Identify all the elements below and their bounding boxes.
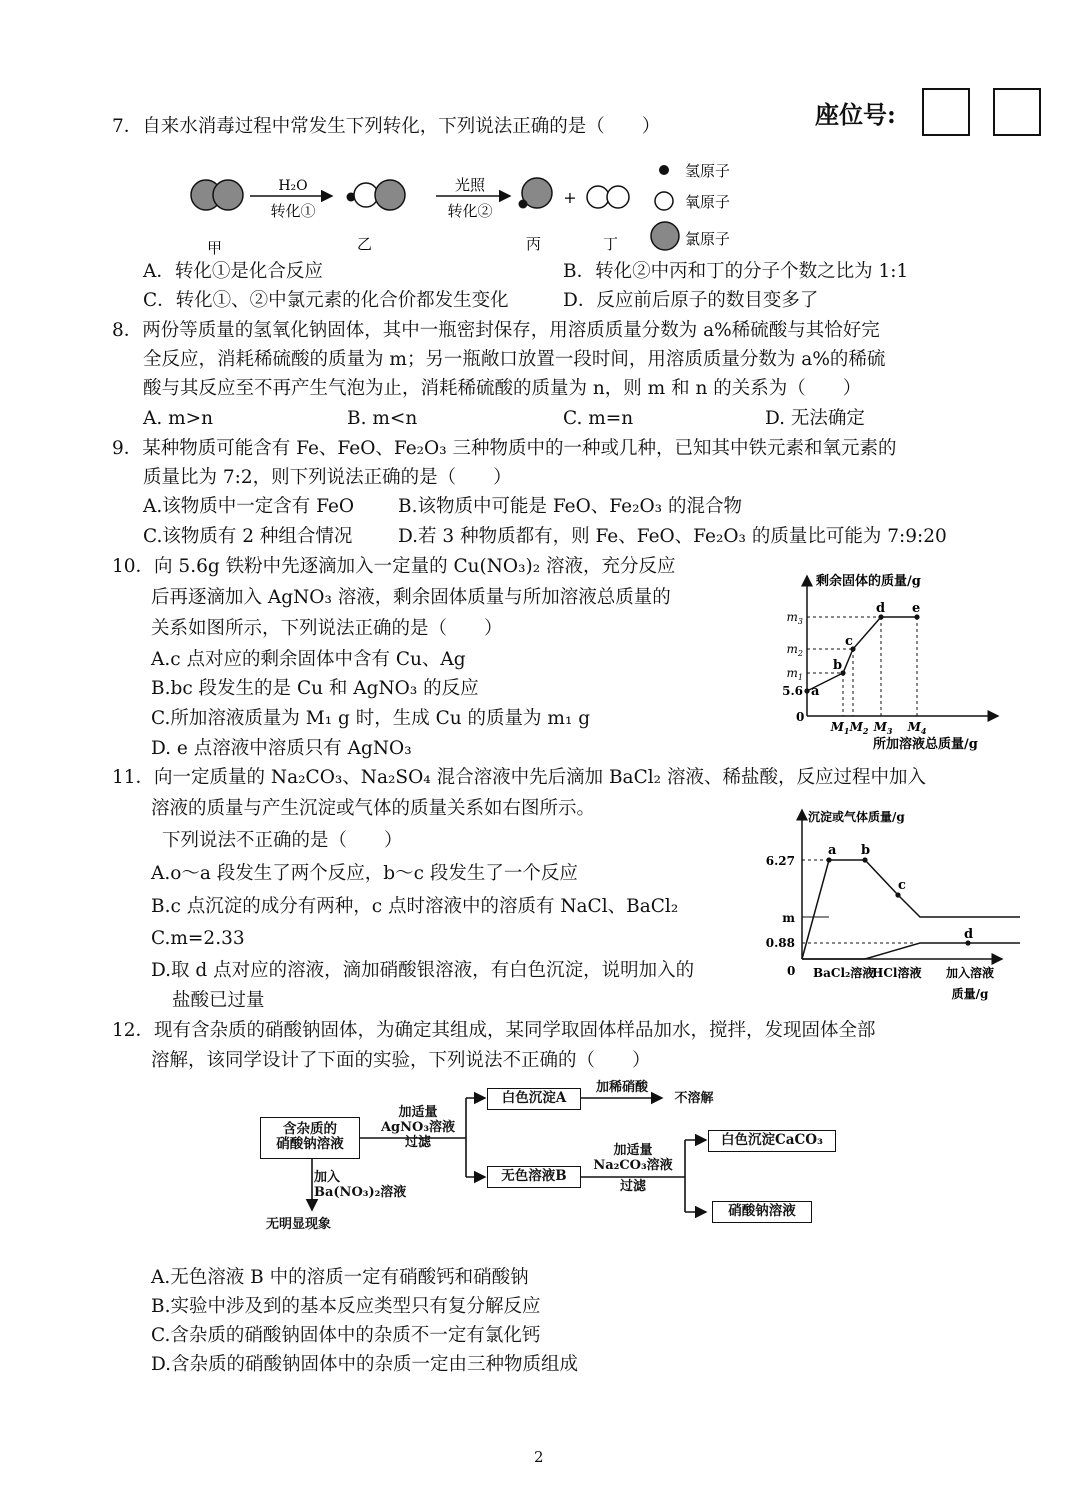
q10-ytick-56: 5.6 bbox=[782, 684, 803, 698]
q11-xtick-hcl: HCl溶液 bbox=[872, 966, 922, 980]
flow-insoluble-label: 不溶解 bbox=[674, 1091, 714, 1106]
q10-xtick-0: 0 bbox=[796, 710, 805, 724]
q10-line-1: 10．向 5.6g 铁粉中先逐滴加入一定量的 Cu(NO₃)₂ 溶液，充分反应 bbox=[112, 556, 676, 577]
q9-line-2: 质量比为 7:2，则下列说法正确的是（ ） bbox=[143, 467, 512, 488]
q11-chart bbox=[765, 805, 1035, 1005]
seat-label: 座位号: bbox=[815, 100, 896, 129]
q10-chart bbox=[770, 570, 1015, 755]
q8-line-3: 酸与其反应至不再产生气泡为止，消耗稀硫酸的质量为 n，则 m 和 n 的关系为（ ） bbox=[143, 378, 862, 399]
q11-line-1: 11．向一定质量的 Na₂CO₃、Na₂SO₄ 混合溶液中先后滴加 BaCl₂ 溶液、稀盐酸，反应过程中加入 bbox=[112, 767, 926, 788]
q10-label-c: c bbox=[845, 634, 853, 649]
q10-ytick-m3: $m_3$ bbox=[786, 610, 803, 626]
q11-line-2: 溶液的质量与产生沉淀或气体的质量关系如右图所示。 bbox=[151, 798, 596, 819]
q11-option-a[interactable]: A.o～a 段发生了两个反应，b～c 段发生了一个反应 bbox=[151, 863, 578, 884]
q9-option-b[interactable]: B.该物质中可能是 FeO、Fe₂O₃ 的混合物 bbox=[398, 496, 742, 517]
q10-label-d: d bbox=[876, 601, 886, 616]
q10-xtick-M4: $M_4$ bbox=[907, 720, 927, 736]
q10-option-a[interactable]: A.c 点对应的剩余固体中含有 Cu、Ag bbox=[151, 649, 466, 670]
q12-option-a[interactable]: A.无色溶液 B 中的溶质一定有硝酸钙和硝酸钠 bbox=[151, 1267, 529, 1288]
plus-sign: + bbox=[563, 188, 577, 207]
q10-option-b[interactable]: B.bc 段发生的是 Cu 和 AgNO₃ 的反应 bbox=[151, 678, 479, 699]
q7-option-b[interactable]: B．转化②中丙和丁的分子个数之比为 1:1 bbox=[563, 261, 909, 282]
label-bing: 丙 bbox=[526, 235, 542, 253]
q11-label-a: a bbox=[828, 843, 837, 858]
flow-caco3-box: 白色沉淀CaCO₃ bbox=[708, 1130, 836, 1152]
q7-option-d[interactable]: D．反应前后原子的数目变多了 bbox=[563, 290, 819, 311]
q10-point-a bbox=[804, 688, 809, 693]
q11-label-d: d bbox=[964, 927, 974, 942]
q11-xlabel-1: 加入溶液 bbox=[945, 966, 995, 980]
legend-cl: 氯原子 bbox=[685, 230, 731, 248]
flow-none-label: 无明显现象 bbox=[266, 1217, 332, 1232]
legend-h-icon bbox=[659, 165, 669, 175]
q10-line-3: 关系如图所示，下列说法正确的是（ ） bbox=[151, 618, 503, 639]
q9-option-a[interactable]: A.该物质中一定含有 FeO bbox=[143, 496, 355, 517]
q10-curve bbox=[807, 617, 917, 691]
q10-ylabel: 剩余固体的质量/g bbox=[816, 574, 921, 589]
q10-ytick-m1: $m_1$ bbox=[786, 666, 803, 682]
q10-xtick-M3: $M_3$ bbox=[873, 720, 893, 736]
q7-stem: 7．自来水消毒过程中常发生下列转化，下列说法正确的是（ ） bbox=[112, 116, 661, 137]
q9-option-c[interactable]: C.该物质有 2 种组合情况 bbox=[143, 526, 353, 547]
q11-gas-line bbox=[802, 943, 1020, 959]
flow-step1-label: 加适量 AgNO₃溶液 过滤 bbox=[380, 1105, 456, 1150]
q11-xtick-0: 0 bbox=[787, 964, 796, 978]
q10-ytick-m2: $m_2$ bbox=[786, 642, 803, 658]
label-jia: 甲 bbox=[207, 239, 223, 257]
flow-nano3-box: 硝酸钠溶液 bbox=[712, 1201, 812, 1223]
q11-point-c bbox=[895, 892, 900, 897]
q8-option-b[interactable]: B. m<n bbox=[347, 408, 418, 429]
q12-option-d[interactable]: D.含杂质的硝酸钠固体中的杂质一定由三种物质组成 bbox=[151, 1354, 579, 1375]
q10-xtick-M1: $M_1$ bbox=[830, 720, 850, 736]
q11-precipitate-line bbox=[802, 860, 1020, 959]
q7-option-c[interactable]: C．转化①、②中氯元素的化合价都发生变化 bbox=[143, 290, 509, 311]
flow-down-label: 加入 Ba(NO₃)₂溶液 bbox=[314, 1170, 407, 1200]
flow-step2-label: 加适量 Na₂CO₃溶液 过滤 bbox=[593, 1143, 673, 1194]
q11-point-a bbox=[826, 857, 831, 862]
q8-option-c[interactable]: C. m=n bbox=[563, 408, 634, 429]
q9-line-1: 9．某种物质可能含有 Fe、FeO、Fe₂O₃ 三种物质中的一种或几种，已知其中铁元素和氧元素的 bbox=[112, 438, 897, 459]
legend-h: 氢原子 bbox=[685, 162, 731, 180]
q11-line-3: 下列说法不正确的是（ ） bbox=[162, 830, 403, 851]
q11-option-c[interactable]: C.m=2.33 bbox=[151, 928, 245, 949]
q11-ytick-m: m bbox=[782, 911, 795, 925]
flow-start-box: 含杂质的 硝酸钠溶液 bbox=[260, 1117, 360, 1159]
label-yi: 乙 bbox=[357, 235, 373, 253]
flow-ppt-a-box: 白色沉淀A bbox=[487, 1088, 581, 1110]
molecule-jia bbox=[191, 180, 243, 210]
q10-xlabel: 所加溶液总质量/g bbox=[873, 737, 978, 752]
q11-option-d[interactable]: D.取 d 点对应的溶液，滴加硝酸银溶液，有白色沉淀，说明加入的 bbox=[151, 960, 695, 981]
q8-option-d[interactable]: D. 无法确定 bbox=[765, 408, 865, 429]
q12-line-1: 12．现有含杂质的硝酸钠固体，为确定其组成，某同学取固体样品加水，搅拌，发现固体全部 bbox=[112, 1020, 876, 1041]
q10-option-d[interactable]: D. e 点溶液中溶质只有 AgNO₃ bbox=[151, 738, 412, 759]
q10-line-2: 后再逐滴加入 AgNO₃ 溶液，剩余固体质量与所加溶液总质量的 bbox=[151, 587, 671, 608]
seat-box-2[interactable] bbox=[993, 88, 1041, 136]
q10-label-e: e bbox=[912, 601, 921, 616]
q8-option-a[interactable]: A. m>n bbox=[143, 408, 214, 429]
q12-option-c[interactable]: C.含杂质的硝酸钠固体中的杂质不一定有氯化钙 bbox=[151, 1325, 541, 1346]
seat-box-1[interactable] bbox=[922, 88, 970, 136]
q9-option-d[interactable]: D.若 3 种物质都有，则 Fe、FeO、Fe₂O₃ 的质量比可能为 7:9:20 bbox=[398, 526, 947, 547]
q11-ylabel: 沉淀或气体质量/g bbox=[808, 810, 905, 824]
q7-option-a[interactable]: A．转化①是化合反应 bbox=[143, 261, 323, 282]
q11-xlabel-2: 质量/g bbox=[951, 987, 989, 1001]
q12-line-2: 溶解，该同学设计了下面的实验，下列说法不正确的（ ） bbox=[151, 1050, 651, 1071]
page-number: 2 bbox=[534, 1448, 544, 1466]
flow-sol-b-box: 无色溶液B bbox=[487, 1166, 581, 1188]
legend-o-icon bbox=[655, 192, 673, 210]
q11-ytick-627: 6.27 bbox=[765, 854, 795, 868]
q11-label-c: c bbox=[898, 878, 906, 893]
legend-cl-icon bbox=[651, 222, 679, 250]
molecule-yi bbox=[347, 180, 406, 210]
molecule-ding bbox=[587, 186, 629, 208]
q11-label-b: b bbox=[861, 843, 871, 858]
q11-option-b[interactable]: B.c 点沉淀的成分有两种，c 点时溶液中的溶质有 NaCl、BaCl₂ bbox=[151, 896, 679, 917]
q10-label-a: a bbox=[811, 684, 820, 699]
arrow1-bottom: 转化① bbox=[270, 202, 316, 220]
label-ding: 丁 bbox=[603, 235, 619, 253]
q10-xtick-M2: $M_2$ bbox=[849, 720, 869, 736]
legend-o: 氧原子 bbox=[685, 193, 731, 211]
q8-line-1: 8．两份等质量的氢氧化钠固体，其中一瓶密封保存，用溶质质量分数为 a%稀硫酸与其恰好完 bbox=[112, 320, 880, 341]
q10-label-b: b bbox=[833, 658, 843, 673]
q11-ytick-088: 0.88 bbox=[765, 936, 795, 950]
q10-option-c[interactable]: C.所加溶液质量为 M₁ g 时，生成 Cu 的质量为 m₁ g bbox=[151, 708, 591, 729]
q11-point-b bbox=[862, 857, 867, 862]
q11-option-d-cont: 盐酸已过量 bbox=[172, 990, 265, 1011]
flow-acid-label: 加稀硝酸 bbox=[595, 1080, 648, 1095]
molecule-bing bbox=[519, 178, 553, 209]
arrow1-top: H₂O bbox=[278, 178, 308, 194]
q12-option-b[interactable]: B.实验中涉及到的基本反应类型只有复分解反应 bbox=[151, 1296, 541, 1317]
q8-line-2: 全反应，消耗稀硫酸的质量为 m；另一瓶敞口放置一段时间，用溶质质量分数为 a%的稀硫 bbox=[143, 349, 886, 370]
arrow2-top: 光照 bbox=[454, 176, 486, 194]
q11-xtick-bacl2: BaCl₂溶液 bbox=[813, 966, 875, 980]
arrow2-bottom: 转化② bbox=[447, 202, 493, 220]
